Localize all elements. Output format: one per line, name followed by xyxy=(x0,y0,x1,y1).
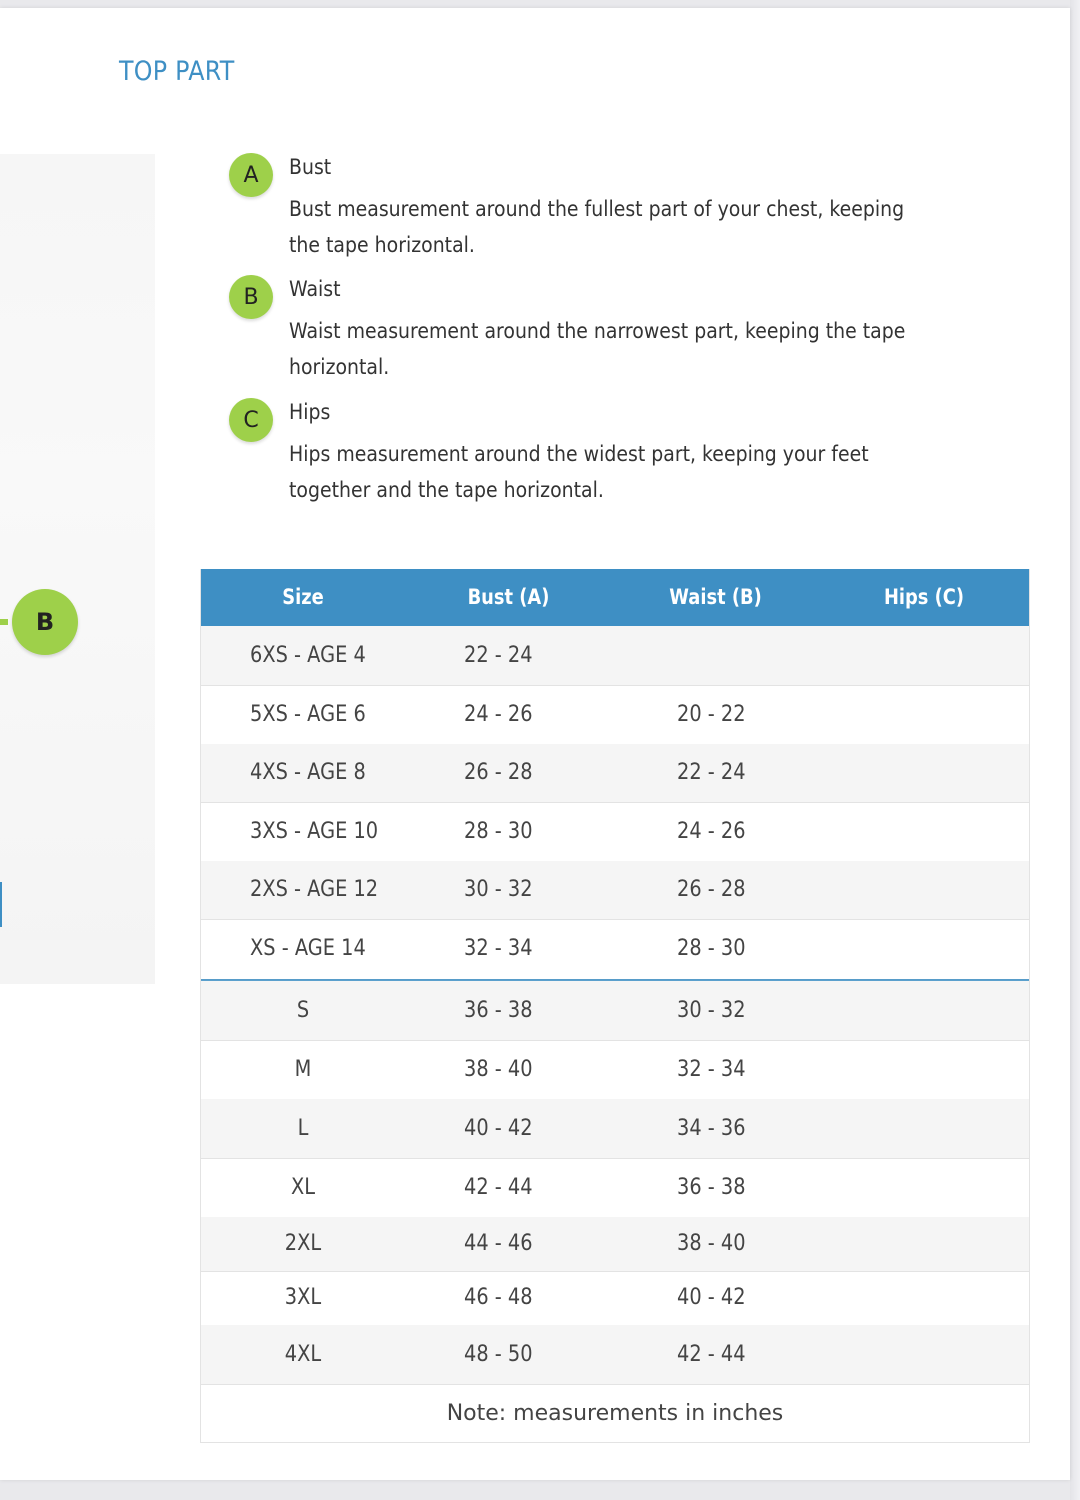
figure-badge-waist: B xyxy=(12,589,78,655)
cell-waist: 32 - 34 xyxy=(677,1057,746,1082)
cell-waist: 36 - 38 xyxy=(677,1175,746,1200)
cell-bust: 32 - 34 xyxy=(464,936,533,961)
cell-waist: 34 - 36 xyxy=(677,1116,746,1141)
table-row xyxy=(201,1271,1029,1326)
table-row xyxy=(201,744,1029,803)
table-row xyxy=(201,1217,1029,1272)
header-size: Size xyxy=(282,585,324,609)
table-row xyxy=(201,802,1029,862)
cell-size: 6XS - AGE 4 xyxy=(250,643,366,668)
cell-bust: 26 - 28 xyxy=(464,760,533,785)
badge-a: A xyxy=(229,153,273,197)
header-bust: Bust (A) xyxy=(467,585,550,609)
cell-bust: 22 - 24 xyxy=(464,643,533,668)
cell-size: M xyxy=(294,1057,312,1082)
page-edge xyxy=(1070,0,1080,1500)
cell-bust: 40 - 42 xyxy=(464,1116,533,1141)
cell-size: 2XS - AGE 12 xyxy=(250,877,379,902)
cell-waist: 38 - 40 xyxy=(677,1231,746,1256)
cell-size: L xyxy=(297,1116,309,1141)
size-guide-page xyxy=(0,8,1070,1480)
legend-heading: Waist xyxy=(289,277,341,301)
cell-waist: 24 - 26 xyxy=(677,819,746,844)
badge-b: B xyxy=(229,275,273,319)
cell-size: XS - AGE 14 xyxy=(250,936,366,961)
cell-bust: 38 - 40 xyxy=(464,1057,533,1082)
section-divider xyxy=(201,979,1029,981)
cell-bust: 44 - 46 xyxy=(464,1231,533,1256)
cell-bust: 48 - 50 xyxy=(464,1342,533,1367)
cell-waist: 22 - 24 xyxy=(677,760,746,785)
cell-waist: 20 - 22 xyxy=(677,702,746,727)
legend-description: Bust measurement around the fullest part of your chest, keeping the tape horizontal. xyxy=(289,197,905,257)
cell-waist: 42 - 44 xyxy=(677,1342,746,1367)
cell-bust: 46 - 48 xyxy=(464,1285,533,1310)
table-row xyxy=(201,1325,1029,1385)
size-table xyxy=(200,569,1030,1443)
badge-c: C xyxy=(229,398,273,442)
table-row xyxy=(201,919,1029,980)
cell-bust: 24 - 26 xyxy=(464,702,533,727)
cell-bust: 30 - 32 xyxy=(464,877,533,902)
table-row xyxy=(201,685,1029,745)
table-row xyxy=(201,861,1029,920)
cell-size: XL xyxy=(290,1175,316,1200)
cell-size: 4XS - AGE 8 xyxy=(250,760,366,785)
table-row xyxy=(201,1158,1029,1218)
table-row xyxy=(201,1040,1029,1100)
header-waist: Waist (B) xyxy=(669,585,762,609)
cell-size: S xyxy=(296,998,310,1023)
cell-bust: 42 - 44 xyxy=(464,1175,533,1200)
table-note: Note: measurements in inches xyxy=(201,1384,1029,1442)
cell-waist: 28 - 30 xyxy=(677,936,746,961)
table-row xyxy=(201,626,1029,686)
table-header xyxy=(201,569,1029,626)
legend-description: Hips measurement around the widest part, keeping your feet together and the tape horizontal. xyxy=(289,442,869,502)
cell-waist: 40 - 42 xyxy=(677,1285,746,1310)
figure-connector xyxy=(0,619,8,625)
section-title: TOP PART xyxy=(119,56,235,87)
cell-size: 3XS - AGE 10 xyxy=(250,819,379,844)
legend-heading: Bust xyxy=(289,155,332,179)
cell-size: 5XS - AGE 6 xyxy=(250,702,366,727)
cell-size: 2XL xyxy=(284,1231,322,1256)
cell-waist: 30 - 32 xyxy=(677,998,746,1023)
header-hips: Hips (C) xyxy=(883,585,965,609)
cell-bust: 28 - 30 xyxy=(464,819,533,844)
cell-bust: 36 - 38 xyxy=(464,998,533,1023)
table-row xyxy=(201,1099,1029,1159)
legend-heading: Hips xyxy=(289,400,331,424)
table-row xyxy=(201,981,1029,1041)
measure-line xyxy=(0,882,2,927)
cell-size: 4XL xyxy=(284,1342,322,1367)
cell-waist: 26 - 28 xyxy=(677,877,746,902)
cell-size: 3XL xyxy=(284,1285,322,1310)
body-figure-panel xyxy=(0,154,155,984)
legend-description: Waist measurement around the narrowest part, keeping the tape horizontal. xyxy=(289,319,906,379)
